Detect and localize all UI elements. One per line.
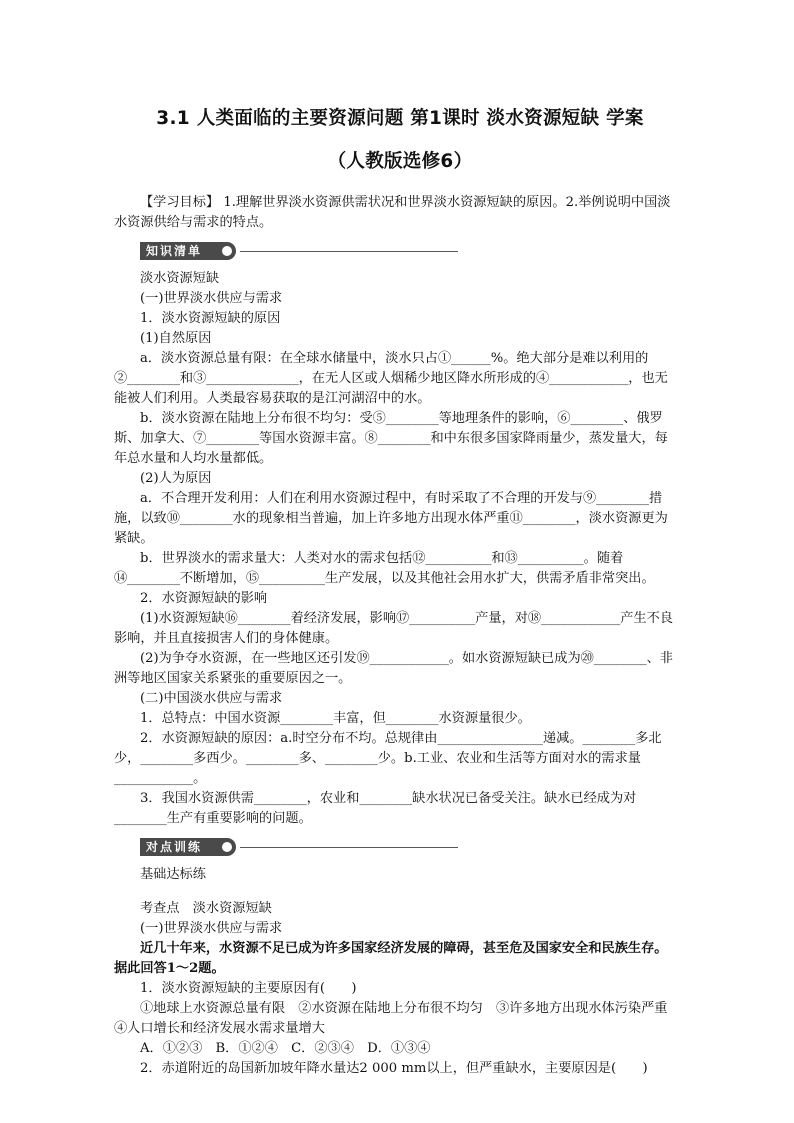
badge-dot-icon xyxy=(222,842,232,852)
basic-practice-label: 基础达标练 xyxy=(140,867,206,882)
list-item: 2．水资源短缺的原因：a.时空分布不均。总规律由________________递减。________多北少，________多西少。________多、________少。b.工业、农业和生活等方面对水的需求量____________。 xyxy=(114,731,662,786)
section-badge xyxy=(140,838,236,856)
section-header-practice xyxy=(140,836,680,860)
document-body xyxy=(114,193,680,1079)
section-badge xyxy=(140,242,236,260)
section-divider xyxy=(240,251,458,252)
list-item: (二)中国淡水供应与需求 xyxy=(140,691,283,706)
question-1-items: ①地球上水资源总量有限 ②水资源在陆地上分布很不均匀 ③许多地方出现水体污染严重 ④人口增长和经济发展水需求量增大 xyxy=(114,1001,681,1036)
list-item: b．淡水资源在陆地上分布很不均匀：受⑤________等地理条件的影响，⑥________、俄罗斯、加拿大、⑦________等国水资源丰富。⑧________和中东很多国家降雨量少，蒸发量大，每年总水量和人均水量都低。 xyxy=(114,411,668,466)
list-item: (一)世界淡水供应与需求 xyxy=(140,291,283,306)
question-1: 1．淡水资源短缺的主要原因有( ) xyxy=(140,981,357,996)
list-item: a．淡水资源总量有限：在全球水储量中，淡水只占①______%。绝大部分是难以利用的②________和③______________，在无人区或人烟稀少地区降水所形成的④____________，也无能被人们利用。人类最容易获取的是江河湖沼中的水。 xyxy=(114,351,668,406)
sub-heading: (一)世界淡水供应与需求 xyxy=(140,921,283,936)
section-divider xyxy=(240,847,458,848)
list-item: 2．水资源短缺的影响 xyxy=(140,591,268,606)
page-subtitle: （人教版选修6） xyxy=(327,151,473,172)
section-badge-label: 知识清单 xyxy=(146,244,203,258)
list-item: (1)水资源短缺⑯________着经济发展，影响⑰__________产量，对⑱____________产生不良影响，并且直接损害人们的身体健康。 xyxy=(114,611,673,646)
list-item: 3．我国水资源供需________，农业和________缺水状况已备受关注。缺水已经成为对________生产有重要影响的问题。 xyxy=(114,791,637,826)
question-2: 2．赤道附近的岛国新加坡年降水量达2 000 mm以上，但严重缺水，主要原因是( ) xyxy=(140,1061,648,1076)
badge-dot-icon xyxy=(222,246,232,256)
list-item: 淡水资源短缺 xyxy=(140,271,220,286)
topic-label: 考查点 淡水资源短缺 xyxy=(140,901,272,916)
list-item: (2)人为原因 xyxy=(140,471,212,486)
list-item: b．世界淡水的需求量大：人类对水的需求包括⑫__________和⑬__________。随着⑭________不断增加，⑮__________生产发展，以及其他社会用水扩大，供需矛盾非常突出。 xyxy=(114,551,655,586)
list-item: (1)自然原因 xyxy=(140,331,212,346)
list-item: 1．淡水资源短缺的原因 xyxy=(140,311,281,326)
list-item: (2)为争夺水资源，在一些地区还引发⑲____________。如水资源短缺已成为⑳________、非洲等地区国家关系紧张的重要原因之一。 xyxy=(114,651,673,686)
section-header-knowledge xyxy=(140,240,680,264)
page-title: 3.1 人类面临的主要资源问题 第1课时 淡水资源短缺 学案 xyxy=(156,108,644,129)
learning-objectives: 【学习目标】 1.理解世界淡水资源供需状况和世界淡水资源短缺的原因。2.举例说明中国淡水资源供给与需求的特点。 xyxy=(114,195,671,230)
section-badge-label: 对点训练 xyxy=(146,840,203,854)
list-item: 1．总特点：中国水资源________丰富，但________水资源量很少。 xyxy=(140,711,531,726)
list-item: a．不合理开发利用：人们在利用水资源过程中，有时采取了不合理的开发与⑨________措施，以致⑩________水的现象相当普遍，加上许多地方出现水体严重⑪________，淡水资源更为紧缺。 xyxy=(114,491,668,546)
question-1-options: A．①②③ B．①②④ C．②③④ D．①③④ xyxy=(140,1041,431,1056)
reading-passage: 近几十年来，水资源不足已成为许多国家经济发展的障碍，甚至危及国家安全和民族生存。据此回答1～2题。 xyxy=(114,941,668,976)
